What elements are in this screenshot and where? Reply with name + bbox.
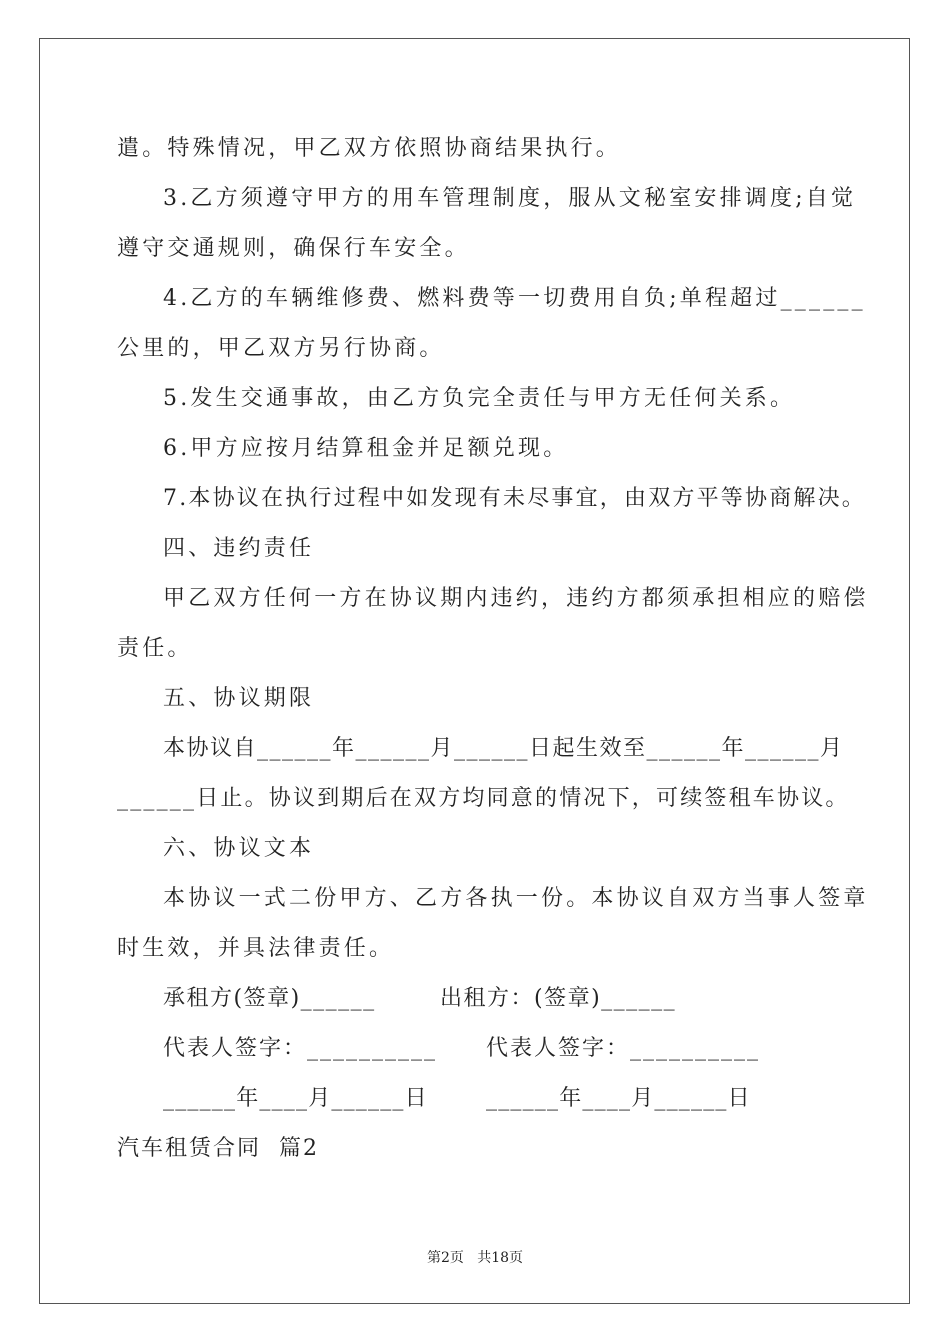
clause-6: 6.甲方应按月结算租金并足额兑现。 (163, 436, 569, 461)
term-line-2: ______日止。协议到期后在双方均同意的情况下，可续签租车协议。 (117, 786, 850, 811)
page-number-footer: 第2页 共18页 (426, 1250, 524, 1266)
clause-7: 7.本协议在执行过程中如发现有未尽事宜，由双方平等协商解决。 (163, 486, 866, 511)
lessor-signature: 出租方：(签章)______ (440, 986, 677, 1011)
date-left: ______年____月______日 (163, 1086, 428, 1111)
date-right: ______年____月______日 (486, 1086, 751, 1111)
text-line-2: 时生效，并具法律责任。 (117, 936, 395, 961)
text-line-1: 本协议一式二份甲方、乙方各执一份。本协议自双方当事人签章 (163, 886, 869, 911)
paragraph-line: 遣。特殊情况，甲乙双方依照协商结果执行。 (117, 136, 622, 161)
clause-3-line-2: 遵守交通规则，确保行车安全。 (117, 236, 470, 261)
representative-signature-left: 代表人签字：__________ (163, 1036, 438, 1061)
clause-5: 5.发生交通事故，由乙方负完全责任与甲方无任何关系。 (163, 386, 796, 411)
page-border (39, 38, 910, 1304)
clause-4-line-1: 4.乙方的车辆维修费、燃料费等一切费用自负;单程超过______ (163, 286, 866, 311)
section-heading-text: 六、协议文本 (163, 836, 315, 861)
clause-4-line-2: 公里的，甲乙双方另行协商。 (117, 336, 445, 361)
clause-3-line-1: 3.乙方须遵守甲方的用车管理制度，服从文秘室安排调度;自觉 (163, 186, 857, 211)
section-heading-term: 五、协议期限 (163, 686, 315, 711)
lessee-signature: 承租方(签章)______ (163, 986, 376, 1011)
next-section-title: 汽车租赁合同 篇2 (117, 1136, 319, 1161)
term-line-1: 本协议自______年______月______日起生效至______年______月 (163, 736, 844, 761)
representative-signature-right: 代表人签字：__________ (486, 1036, 761, 1061)
breach-line-1: 甲乙双方任何一方在协议期内违约，违约方都须承担相应的赔偿 (163, 586, 869, 611)
breach-line-2: 责任。 (117, 636, 193, 661)
section-heading-breach: 四、违约责任 (163, 536, 315, 561)
